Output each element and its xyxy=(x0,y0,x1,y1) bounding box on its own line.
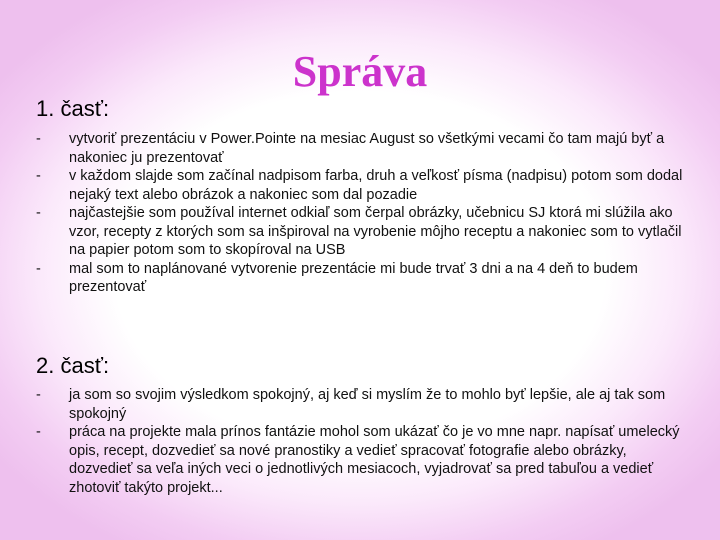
list-item xyxy=(36,167,686,204)
bullet-dash: - xyxy=(36,205,41,221)
bullet-dash: - xyxy=(36,168,41,184)
list-item xyxy=(36,260,686,297)
list-item xyxy=(36,423,686,497)
list-item-text: vytvoriť prezentáciu v Power.Pointe na mesiac August so všetkými vecami čo tam majú byť a nakoniec ju prezentovať xyxy=(69,131,665,166)
bullet-dash: - xyxy=(36,131,41,147)
bullet-list-1 xyxy=(36,130,686,297)
list-item xyxy=(36,204,686,260)
list-item xyxy=(36,386,686,423)
bullet-dash: - xyxy=(36,424,41,440)
slide-title: Správa xyxy=(292,47,428,96)
bullet-dash: - xyxy=(36,260,41,277)
bullet-dash: - xyxy=(36,387,41,403)
list-item-text: mal som to naplánované vytvorenie prezentácie mi bude trvať 3 dni a na 4 deň to budem prezentovať xyxy=(69,260,638,295)
section-heading-2: 2. časť: xyxy=(36,353,110,378)
list-item-text: ja som so svojim výsledkom spokojný, aj keď si myslím že to mohlo byť lepšie, ale aj tak som spokojný xyxy=(69,387,666,422)
list-item-text: najčastejšie som používal internet odkiaľ som čerpal obrázky, učebnicu SJ ktorá mi slúžila ako vzor, recepty z ktorých som sa inšpiroval na vyrobenie môjho receptu a nakoniec som to vytlačil na papier potom som to skopíroval na USB xyxy=(69,205,682,258)
bullet-list-2 xyxy=(36,386,686,497)
list-item-text: práca na projekte mala prínos fantázie mohol som ukázať čo je vo mne napr. napísať umelecký opis, recept, dozvedieť sa nové pranostiky a vedieť spracovať fotografie alebo obrázky, dozvedieť sa veľa iných veci o jednotlivých mesiacoch, vyjadrovať sa pred tabuľou a vedieť zhotoviť takýto projekt... xyxy=(69,424,680,496)
list-item xyxy=(36,130,686,167)
section-heading-1: 1. časť: xyxy=(36,96,110,121)
list-item-text: v každom slajde som začínal nadpisom farba, druh a veľkosť písma (nadpisu) potom som dodal nejaký text alebo obrázok a nakoniec som dal pozadie xyxy=(69,168,683,203)
